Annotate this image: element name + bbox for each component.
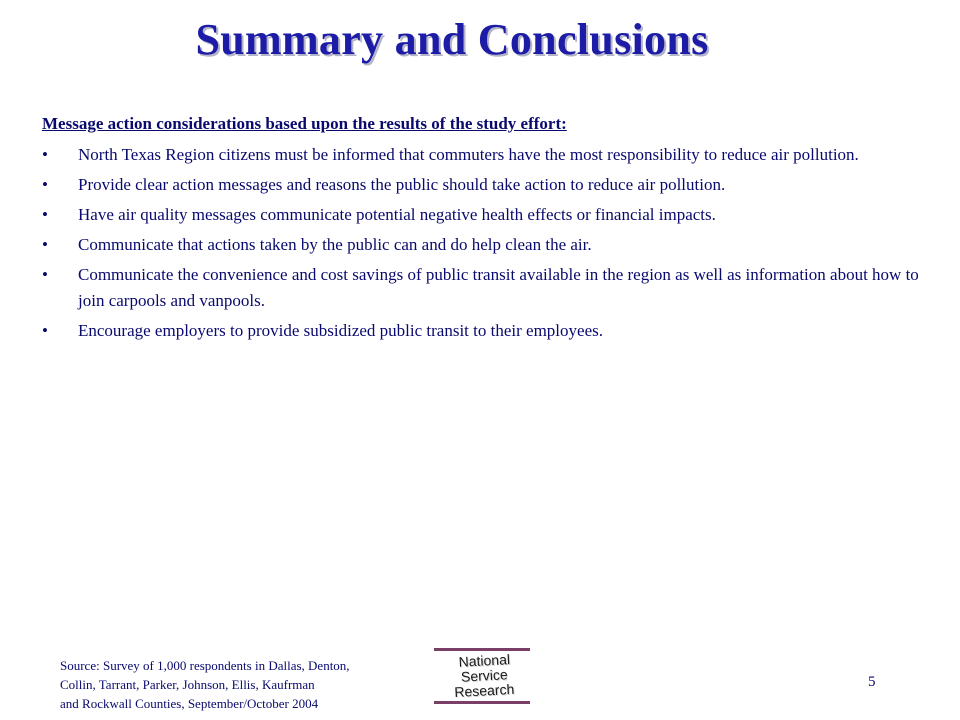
bullet-text: Communicate the convenience and cost savings of public transit available in the region as well as information about how to join carpools and vanpools. bbox=[78, 265, 919, 310]
bullet-item bbox=[42, 262, 922, 314]
bullet-text: North Texas Region citizens must be informed that commuters have the most responsibility to reduce air pollution. bbox=[78, 145, 859, 164]
bullet-text: Communicate that actions taken by the public can and do help clean the air. bbox=[78, 235, 592, 254]
bullet-text: Have air quality messages communicate potential negative health effects or financial impacts. bbox=[78, 205, 716, 224]
bullet-marker: • bbox=[42, 321, 48, 340]
source-line: Source: Survey of 1,000 respondents in Dallas, Denton, bbox=[60, 658, 350, 673]
logo-bottom-bar bbox=[434, 701, 530, 704]
bullet-item bbox=[42, 202, 922, 228]
bullet-list bbox=[42, 142, 922, 348]
bullet-marker: • bbox=[42, 205, 48, 224]
bullet-text: Encourage employers to provide subsidized public transit to their employees. bbox=[78, 321, 603, 340]
bullet-marker: • bbox=[42, 235, 48, 254]
logo-line: Research bbox=[453, 680, 515, 701]
bullet-item bbox=[42, 172, 922, 198]
source-line: and Rockwall Counties, September/October 2004 bbox=[60, 696, 319, 711]
bullet-marker: • bbox=[42, 265, 48, 284]
bullet-marker: • bbox=[42, 175, 48, 194]
logo-line: Service bbox=[460, 666, 509, 685]
bullet-item bbox=[42, 232, 922, 258]
bullet-item bbox=[42, 142, 922, 168]
bullet-text: Provide clear action messages and reasons the public should take action to reduce air pollution. bbox=[78, 175, 726, 194]
bullet-marker: • bbox=[42, 145, 48, 164]
source-note bbox=[60, 656, 420, 713]
page-number: 5 bbox=[868, 674, 876, 690]
slide-title: Summary and Conclusions bbox=[195, 15, 709, 64]
bullet-item bbox=[42, 318, 922, 344]
logo-top-bar bbox=[434, 648, 530, 651]
section-subheading: Message action considerations based upon the results of the study effort: bbox=[42, 114, 567, 133]
source-line: Collin, Tarrant, Parker, Johnson, Ellis, Kaufrman bbox=[60, 677, 315, 692]
logo-line: National bbox=[458, 651, 511, 670]
national-service-research-logo bbox=[434, 648, 530, 704]
